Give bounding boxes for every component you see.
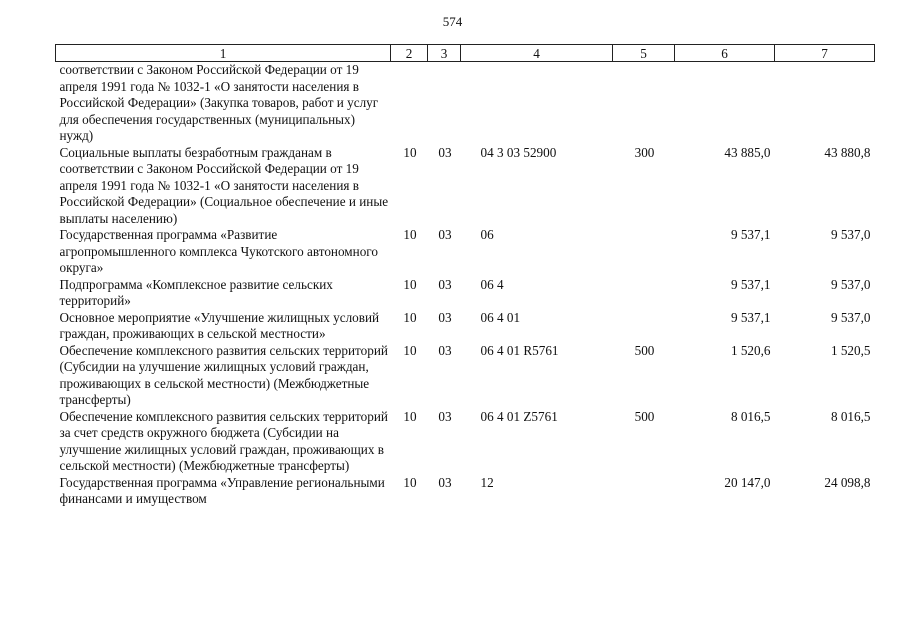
- budget-table: [55, 44, 875, 508]
- row-sum-actual: 9 537,0: [830, 309, 871, 325]
- header-col-6: 6: [675, 45, 775, 62]
- row-expense-type: 500: [634, 408, 655, 424]
- page-number: 574: [442, 14, 463, 29]
- row-target-code: 06 4 01 R5761: [480, 342, 559, 358]
- row-target-code: 04 3 03 52900: [480, 144, 557, 160]
- row-expense-type: 300: [634, 144, 655, 160]
- row-subsection: 03: [438, 309, 452, 325]
- row-section: [391, 62, 428, 145]
- row-target-code: 12: [480, 474, 494, 490]
- row-sum-actual: 1 520,5: [830, 342, 871, 358]
- row-subsection: 03: [438, 144, 452, 160]
- row-name: соответствии с Законом Российской Федерации от 19 апреля 1991 года № 1032-1 «О занятости населения в Российской Федерации» (Закупка товаров, работ и услуг для обеспечения государственных (муниципальных) нужд): [59, 62, 379, 143]
- row-expense-type: [613, 310, 675, 343]
- row-sum-actual: [775, 62, 875, 145]
- header-col-7: 7: [775, 45, 875, 62]
- row-sum-planned: 9 537,1: [730, 276, 771, 292]
- row-name: Государственная программа «Развитие агропромышленного комплекса Чукотского автономного округа»: [59, 227, 378, 275]
- row-target-code: 06 4 01: [480, 309, 521, 325]
- row-section: 10: [403, 276, 417, 292]
- table-body: [56, 62, 875, 508]
- table-row: [56, 475, 875, 508]
- row-target-code: [461, 62, 613, 145]
- row-name: Подпрограмма «Комплексное развитие сельских территорий»: [59, 276, 333, 308]
- row-expense-type: [613, 277, 675, 310]
- table-row: [56, 409, 875, 475]
- row-section: 10: [403, 342, 417, 358]
- header-col-1: 1: [56, 45, 391, 62]
- row-section: 10: [403, 144, 417, 160]
- row-sum-planned: 1 520,6: [730, 342, 771, 358]
- row-expense-type: [613, 227, 675, 277]
- row-sum-planned: 20 147,0: [724, 474, 771, 490]
- row-sum-actual: 9 537,0: [830, 227, 871, 242]
- row-sum-planned: 8 016,5: [730, 408, 771, 424]
- table-row: [56, 227, 875, 277]
- table-row: [56, 277, 875, 310]
- row-section: 10: [403, 408, 417, 424]
- row-section: 10: [403, 474, 417, 490]
- row-name: Основное мероприятие «Улучшение жилищных условий граждан, проживающих в сельской местности»: [59, 309, 380, 341]
- row-name: Государственная программа «Управление региональными финансами и имуществом: [59, 474, 385, 506]
- row-sum-planned: 9 537,1: [730, 227, 771, 242]
- row-sum-planned: 43 885,0: [724, 144, 771, 160]
- row-name: Социальные выплаты безработным гражданам в соответствии с Законом Российской Федерации от 19 апреля 1991 года № 1032-1 «О занятости населения в Российской Федерации» (Социальное обеспечение и иные выплаты населению): [59, 144, 389, 226]
- row-sum-actual: 9 537,0: [830, 276, 871, 292]
- row-subsection: 03: [438, 276, 452, 292]
- row-sum-planned: [675, 62, 775, 145]
- header-col-3: 3: [428, 45, 461, 62]
- table-row: [56, 310, 875, 343]
- row-expense-type: 500: [634, 342, 655, 358]
- row-subsection: 03: [438, 227, 452, 242]
- header-col-4: 4: [461, 45, 613, 62]
- row-expense-type: [613, 475, 675, 508]
- row-section: 10: [403, 227, 417, 242]
- header-row: [56, 45, 875, 62]
- row-target-code: 06: [480, 227, 494, 242]
- row-name: Обеспечение комплексного развития сельских территорий (Субсидии на улучшение жилищных условий граждан, проживающих в сельской местности) (Межбюджетные трансферты): [59, 342, 388, 407]
- row-sum-actual: 43 880,8: [824, 144, 871, 160]
- row-target-code: 06 4 01 Z5761: [480, 408, 558, 424]
- row-name: Обеспечение комплексного развития сельских территорий за счет средств окружного бюджета (Субсидии на улучшение жилищных условий граждан, проживающих в сельской местности) (Межбюджетные трансферты): [59, 408, 388, 473]
- row-sum-planned: 9 537,1: [730, 309, 771, 325]
- row-subsection: 03: [438, 342, 452, 358]
- table-row: [56, 145, 875, 228]
- row-subsection: 03: [438, 474, 452, 490]
- table-row: [56, 343, 875, 409]
- table-row: [56, 62, 875, 145]
- table-header: [56, 45, 875, 62]
- header-col-5: 5: [613, 45, 675, 62]
- row-sum-actual: 8 016,5: [830, 408, 871, 424]
- row-target-code: 06 4: [480, 276, 504, 292]
- row-expense-type: [613, 62, 675, 145]
- row-section: 10: [403, 309, 417, 325]
- row-subsection: [428, 62, 461, 145]
- row-sum-actual: 24 098,8: [824, 474, 871, 490]
- header-col-2: 2: [391, 45, 428, 62]
- row-subsection: 03: [438, 408, 452, 424]
